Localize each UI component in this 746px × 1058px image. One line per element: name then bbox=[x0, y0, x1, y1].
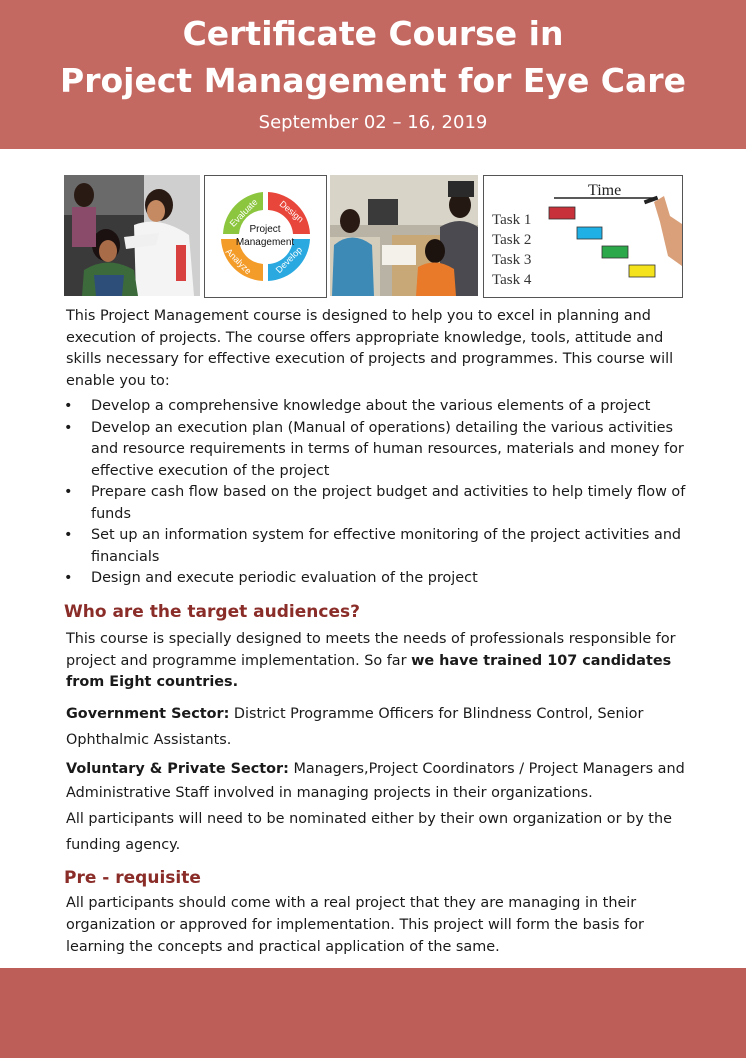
cycle-center-line1: Project bbox=[249, 224, 281, 235]
intro-paragraph: This Project Management course is designed to help you to excel in planning and execution of projects. The course offers appropriate knowledge, tools, attitude and skills necessary for effective execution of projects and programmes. This course will enable you to: bbox=[66, 308, 674, 389]
pm-cycle-diagram bbox=[204, 175, 327, 298]
voluntary-sector-label: Voluntary & Private Sector: bbox=[66, 761, 289, 777]
trained-candidates-highlight: we have trained 107 candidates from Eight countries. bbox=[66, 652, 672, 690]
bullet-icon: • bbox=[64, 398, 73, 414]
office-photo bbox=[330, 175, 478, 296]
voluntary-sector-paragraph: Voluntary & Private Sector: Managers,Project Coordinators / Project Managers and Administrative Staff involved in managing projects in their organizations. bbox=[66, 761, 685, 801]
cycle-label-design: Design bbox=[277, 198, 306, 225]
gantt-chart-illustration bbox=[483, 175, 683, 298]
gantt-bar-2 bbox=[577, 227, 602, 239]
government-sector-label: Government Sector: bbox=[66, 706, 230, 722]
list-item: • Prepare cash flow based on the project budget and activities to help timely flow of funds bbox=[64, 484, 686, 522]
list-item: • Develop a comprehensive knowledge about the various elements of a project bbox=[64, 396, 688, 418]
cycle-label-evaluate: Evaluate bbox=[227, 196, 260, 229]
gantt-bar-3 bbox=[602, 246, 628, 258]
nomination-paragraph: All participants will need to be nominated either by their own organization or by the funding agency. bbox=[66, 811, 672, 853]
gantt-task-1: Task 1 bbox=[492, 212, 532, 228]
cycle-label-analyze: Analyze bbox=[223, 246, 254, 277]
objectives-list bbox=[64, 396, 688, 590]
eye-exam-photo bbox=[64, 175, 200, 296]
audience-heading: Who are the target audiences? bbox=[64, 602, 360, 622]
cycle-center-line2: Management bbox=[235, 237, 295, 248]
bullet-icon: • bbox=[64, 419, 73, 436]
gantt-task-2: Task 2 bbox=[492, 232, 532, 248]
government-sector-paragraph: Government Sector: District Programme Officers for Blindness Control, Senior Ophthalmic Assistants. bbox=[66, 706, 644, 748]
header-banner bbox=[0, 0, 746, 149]
list-item: • Develop an execution plan (Manual of operations) detailing the various activities and resource requirements in terms of human resources, materials and money for effective execution of the project bbox=[64, 419, 684, 479]
list-item: • Set up an information system for effective monitoring of the project activities and financials bbox=[64, 527, 682, 565]
gantt-task-4: Task 4 bbox=[492, 272, 532, 288]
cycle-label-develop: Develop bbox=[273, 244, 305, 276]
footer-banner bbox=[0, 968, 746, 1058]
gantt-bar-1 bbox=[549, 207, 575, 219]
course-date: September 02 – 16, 2019 bbox=[258, 112, 488, 133]
gantt-bar-4 bbox=[629, 265, 655, 277]
gantt-time-label: Time bbox=[588, 182, 622, 199]
prerequisite-heading: Pre - requisite bbox=[64, 868, 201, 888]
course-title-line2: Project Management for Eye Care bbox=[60, 61, 686, 100]
gantt-task-3: Task 3 bbox=[492, 252, 532, 268]
bullet-icon: • bbox=[64, 570, 73, 586]
course-title-line1: Certificate Course in bbox=[182, 14, 564, 53]
prerequisite-paragraph: All participants should come with a real project that they are managing in their organization or approved for implementation. This project will form the basis for learning the concepts and practical application of the same. bbox=[66, 895, 644, 955]
audience-paragraph: This course is specially designed to meets the needs of professionals responsible for project and programme implementation. So far we have trained 107 candidates from Eight countries. bbox=[66, 631, 676, 690]
bullet-icon: • bbox=[64, 484, 73, 500]
list-item: • Design and execute periodic evaluation of the project bbox=[64, 568, 688, 590]
bullet-icon: • bbox=[64, 527, 73, 543]
